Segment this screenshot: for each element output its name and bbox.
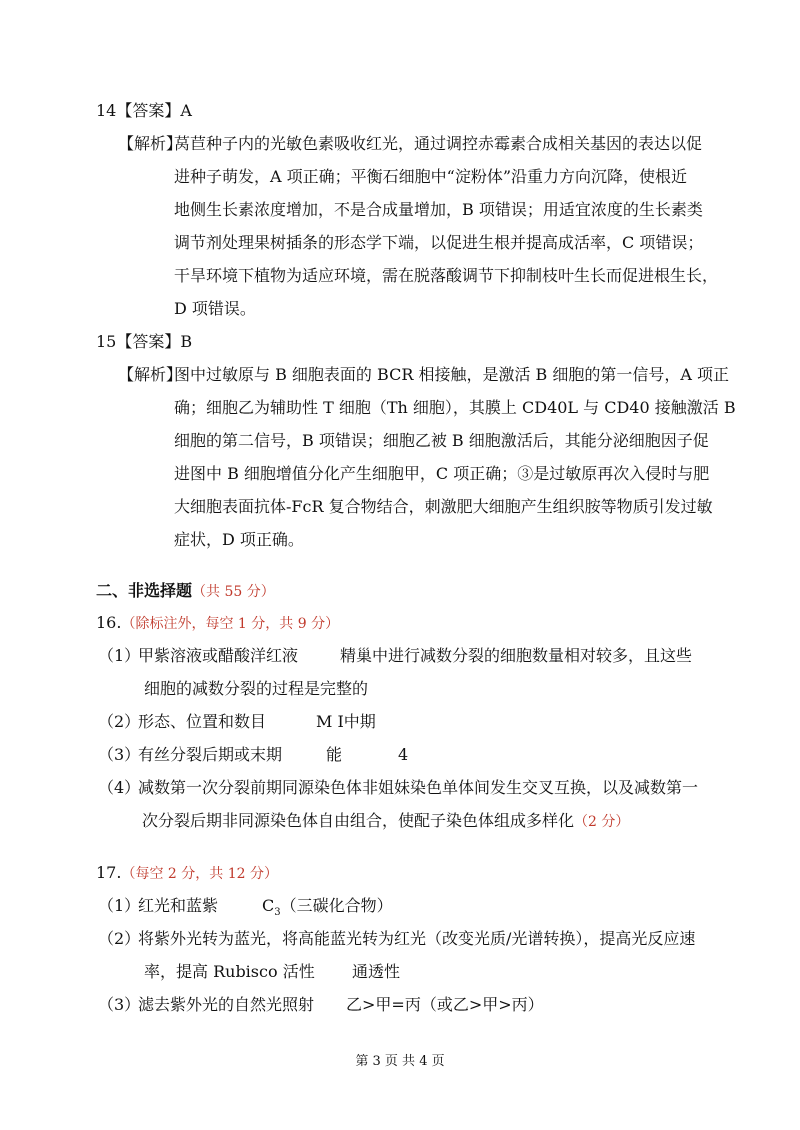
q16-a4-label: （4） [98, 778, 141, 797]
q16-a4-score: （2 分） [574, 814, 630, 830]
q17-a1-label: （1） [98, 896, 141, 915]
q15-line-5: 大细胞表面抗体-FcR 复合物结合，刺激肥大细胞产生组织胺等物质引发过敏 [174, 497, 713, 516]
q17-a2-part2: 通透性 [352, 962, 401, 981]
q14-line-5: 干旱环境下植物为适应环境，需在脱落酸调节下抑制枝叶生长而促进根生长， [174, 266, 719, 285]
q16-a3-label: （3） [98, 745, 141, 764]
q16-a2-part1: 形态、位置和数目 [138, 712, 267, 731]
q14-line-3: 地侧生长素浓度增加，不是合成量增加，B 项错误；用适宜浓度的生长素类 [174, 200, 703, 219]
q14-analysis-label: 【解析】 [118, 134, 183, 153]
q16-a1-part1: 甲紫溶液或醋酸洋红液 [138, 646, 299, 665]
q16-a2-part2: M Ⅰ中期 [316, 712, 376, 731]
q16-a1-label: （1） [98, 646, 141, 665]
q17-a2-line2: 率，提高 Rubisco 活性 [144, 962, 315, 981]
q17-header [96, 862, 278, 885]
q16-a3-part1: 有丝分裂后期或末期 [138, 745, 283, 764]
q17-a2-line1: 将紫外光转为蓝光，将高能蓝光转为红光（改变光质/光谱转换），提高光反应速 [138, 929, 696, 948]
q17-a1-part2-post: （三碳化合物） [280, 896, 393, 915]
q15-line-3: 细胞的第二信号，B 项错误；细胞乙被 B 细胞激活后，其能分泌细胞因子促 [174, 431, 709, 450]
page-footer: 第 3 页 共 4 页 [355, 1054, 445, 1069]
q17-a3-part2: 乙>甲=丙（或乙>甲>丙） [346, 995, 544, 1014]
q15-line-1: 图中过敏原与 B 细胞表面的 BCR 相接触，是激活 B 细胞的第一信号，A 项正 [174, 365, 730, 384]
q17-a1-part2 [262, 895, 393, 924]
q14-line-6: D 项错误。 [174, 299, 256, 318]
q17-a2-label: （2） [98, 929, 141, 948]
section-2-score: （共 55 分） [192, 584, 275, 600]
q17-num: 17. [96, 863, 122, 882]
q17-note: （每空 2 分，共 12 分） [121, 866, 278, 882]
q14-line-4: 调节剂处理果树插条的形态学下端，以促进生根并提高成活率，C 项错误； [174, 233, 704, 252]
q16-a1-part2: 精巢中进行减数分裂的细胞数量相对较多，且这些 [340, 646, 693, 665]
q15-analysis-label: 【解析】 [118, 365, 183, 384]
section-2-title-text: 二、非选择题 [96, 581, 193, 600]
q16-a2-label: （2） [98, 712, 141, 731]
q17-a1-part1: 红光和蓝紫 [138, 896, 219, 915]
q17-a3-label: （3） [98, 995, 141, 1014]
q14-line-2: 进种子萌发，A 项正确；平衡石细胞中“淀粉体”沿重力方向沉降，使根近 [174, 167, 688, 186]
q16-a4-line1: 减数第一次分裂前期同源染色体非姐妹染色单体间发生交叉互换，以及减数第一 [138, 778, 699, 797]
q16-a4-line2-row [142, 810, 629, 833]
q16-a1-cont: 细胞的减数分裂的过程是完整的 [144, 679, 369, 698]
q15-line-4: 进图中 B 细胞增值分化产生细胞甲，C 项正确；③是过敏原再次入侵时与肥 [174, 464, 710, 483]
q16-num: 16. [96, 613, 122, 632]
section-2-title [96, 580, 275, 603]
q16-header [96, 612, 339, 635]
q15-header: 15【答案】B [96, 332, 193, 351]
q17-a1-part2-sub: 3 [274, 907, 281, 919]
q14-header: 14【答案】A [96, 101, 192, 120]
q16-note: （除标注外，每空 1 分，共 9 分） [121, 616, 340, 632]
q16-a4-line2: 次分裂后期非同源染色体自由组合，使配子染色体组成多样化 [142, 811, 575, 830]
q16-a3-part3: 4 [398, 745, 409, 764]
q14-line-1: 莴苣种子内的光敏色素吸收红光，通过调控赤霉素合成相关基因的表达以促 [174, 134, 703, 153]
q17-a1-part2-pre: C [262, 896, 275, 915]
q15-line-2: 确；细胞乙为辅助性 T 细胞（Th 细胞），其膜上 CD40L 与 CD40 接触激活 B [174, 398, 736, 417]
q15-line-6: 症状，D 项正确。 [174, 530, 304, 549]
q16-a3-part2: 能 [326, 745, 343, 764]
q17-a3-part1: 滤去紫外光的自然光照射 [138, 995, 315, 1014]
